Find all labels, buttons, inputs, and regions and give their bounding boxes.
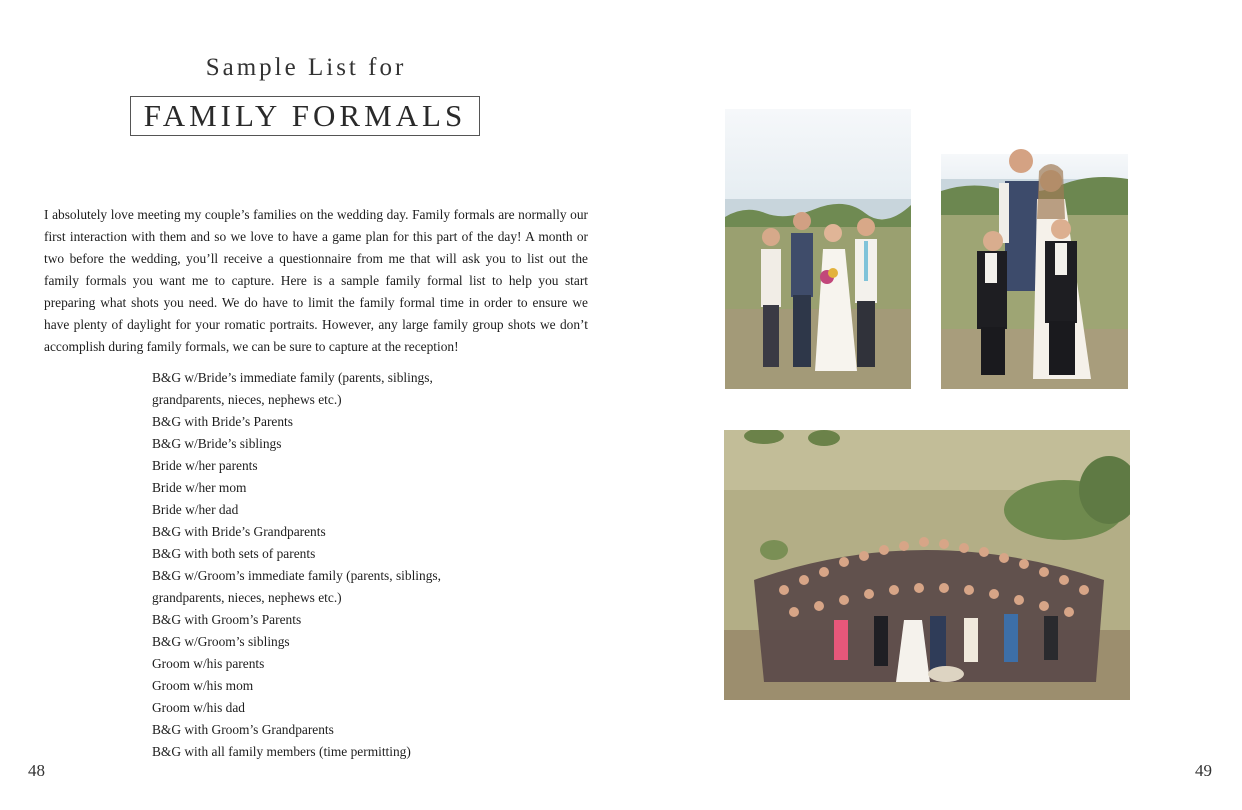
family-formals-list	[152, 367, 482, 763]
list-item: Groom w/his parents	[152, 656, 265, 671]
list-item: B&G with Groom’s Parents	[152, 612, 302, 627]
list-item: B&G w/Groom’s siblings	[152, 634, 290, 649]
list-item: Groom w/his mom	[152, 678, 254, 693]
list-item: B&G w/Groom’s immediate family (parents, siblings,	[152, 568, 441, 583]
list-item: Bride w/her dad	[152, 502, 239, 517]
list-item: grandparents, nieces, nephews etc.)	[152, 392, 342, 407]
page-number-left: 48	[28, 761, 45, 780]
list-item: B&G with both sets of parents	[152, 546, 316, 561]
intro-paragraph: I absolutely love meeting my couple’s families on the wedding day. Family formals are normally our first interaction with them and so we love to have a game plan for this part of the day! A month or two before the wedding, you’ll receive a questionnaire from me that will ask you to list out the family formals you want me to capture. Here is a sample family formal list to help you start preparing what shots you need. We do have to limit the family formal time in order to ensure we have plenty of daylight for your romatic portraits. However, any large family group shots we don’t accomplish during family formals, we can be sure to capture at the reception!	[44, 207, 588, 354]
title-box	[130, 96, 480, 136]
list-item: Bride w/her mom	[152, 480, 247, 495]
list-item: B&G with Groom’s Grandparents	[152, 722, 334, 737]
page-number-right: 49	[1195, 761, 1212, 780]
page-title: FAMILY FORMALS	[143, 98, 467, 133]
wedding-party-photo	[725, 109, 911, 389]
list-item: Groom w/his dad	[152, 700, 245, 715]
list-item: grandparents, nieces, nephews etc.)	[152, 590, 342, 605]
list-item: B&G with all family members (time permitting)	[152, 744, 411, 759]
large-family-group-photo	[724, 430, 1130, 700]
page-subtitle: Sample List for	[205, 54, 407, 81]
list-item: Bride w/her parents	[152, 458, 258, 473]
list-item: B&G w/Bride’s immediate family (parents, siblings,	[152, 370, 433, 385]
couple-with-children-photo	[941, 109, 1128, 389]
list-item: B&G w/Bride’s siblings	[152, 436, 282, 451]
list-item: B&G with Bride’s Parents	[152, 414, 293, 429]
list-item: B&G with Bride’s Grandparents	[152, 524, 326, 539]
